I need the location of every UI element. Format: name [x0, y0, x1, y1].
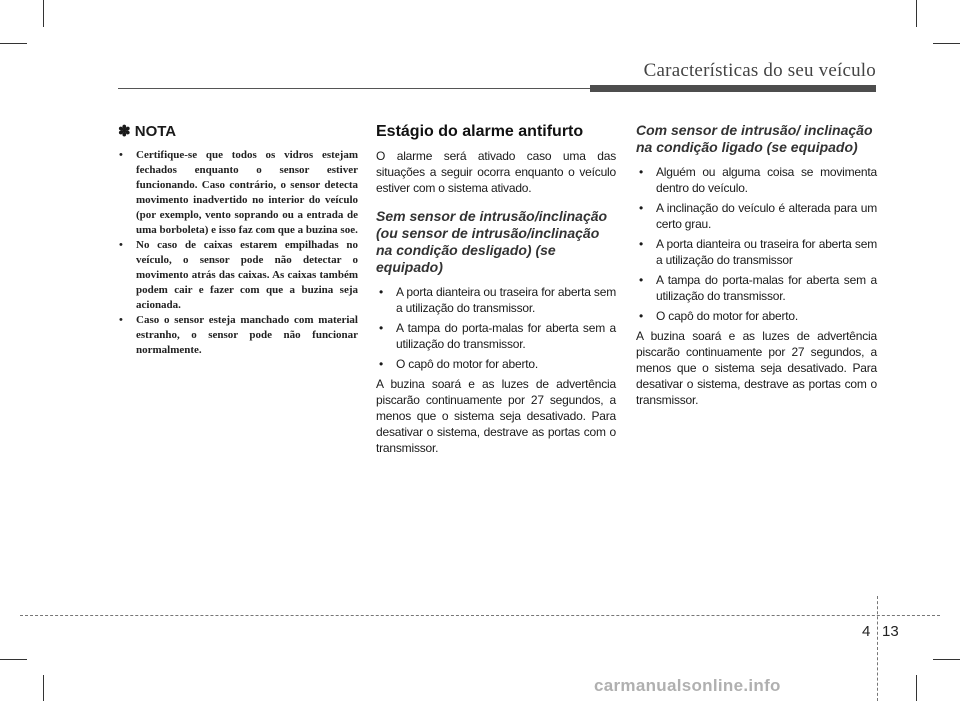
crop-mark [916, 0, 917, 27]
section-heading: Estágio do alarme antifurto [376, 123, 584, 140]
list-item: • O capô do motor for aberto. [376, 356, 616, 372]
nota-item: • Certifique-se que todos os vidros estejam fechados enquanto o sensor estiver funcionando. Caso contrário, o sensor detecta movimento inadvertido no interior do veículo (por exemplo, vento soprando ou a entrada de uma borboleta) e isso faz com que a buzina soe. [118, 148, 358, 238]
crop-mark [43, 0, 44, 27]
list-item: • A tampa do porta-malas for aberta sem a utilização do transmissor. [376, 320, 616, 352]
list-item: • Alguém ou alguma coisa se movimenta dentro do veículo. [636, 164, 877, 196]
footer-dashed-rule [20, 615, 940, 616]
running-header-title: Características do seu veículo [643, 60, 876, 81]
crop-mark [933, 43, 960, 44]
trigger-list [636, 164, 877, 324]
list-item: • A inclinação do veículo é alterada para um certo grau. [636, 200, 877, 232]
watermark: carmanualsonline.info [594, 676, 781, 695]
footer-dashed-divider [877, 596, 878, 701]
intro-paragraph: O alarme será ativado caso uma das situações a seguir ocorra enquanto o veículo estiver com o sistema ativado. [376, 149, 616, 195]
list-item: • A tampa do porta-malas for aberta sem a utilização do transmissor. [636, 272, 877, 304]
outcome-paragraph: A buzina soará e as luzes de advertência piscarão continuamente por 27 segundos, a menos que o sistema seja desativado. Para desativar o sistema, destrave as portas com o transmissor. [376, 377, 616, 455]
crop-mark [0, 659, 27, 660]
list-item: • O capô do motor for aberto. [636, 308, 877, 324]
subheading-with-sensor: Com sensor de intrusão/ inclinação na condição ligado (se equipado) [636, 122, 873, 155]
chapter-number: 4 [862, 623, 871, 640]
subheading-without-sensor: Sem sensor de intrusão/inclinação (ou sensor de intrusão/inclinação na condição desligado) (se equipado) [376, 208, 608, 275]
nota-list [118, 148, 358, 358]
crop-mark [43, 675, 44, 701]
alarm-stage-column [376, 122, 616, 456]
nota-column [118, 122, 358, 358]
header-accent-bar [590, 85, 876, 92]
page-number: 13 [882, 623, 899, 640]
crop-mark [0, 43, 27, 44]
nota-item: • No caso de caixas estarem empilhadas no veículo, o sensor pode não detectar o movimento atrás das caixas. As caixas também podem cair e fazer com que a buzina seja acionada. [118, 238, 358, 313]
list-item: • A porta dianteira ou traseira for aberta sem a utilização do transmissor. [376, 284, 616, 316]
header-rule [118, 88, 590, 89]
crop-mark [916, 675, 917, 701]
nota-title: ✽ NOTA [118, 123, 177, 140]
crop-mark [933, 659, 960, 660]
outcome-paragraph: A buzina soará e as luzes de advertência piscarão continuamente por 27 segundos, a menos que o sistema seja desativado. Para desativar o sistema, destrave as portas com o transmissor. [636, 329, 877, 407]
trigger-list [376, 284, 616, 372]
list-item: • A porta dianteira ou traseira for aberta sem a utilização do transmissor [636, 236, 877, 268]
with-sensor-column [636, 122, 877, 408]
nota-item: • Caso o sensor esteja manchado com material estranho, o sensor pode não funcionar normalmente. [118, 313, 358, 358]
